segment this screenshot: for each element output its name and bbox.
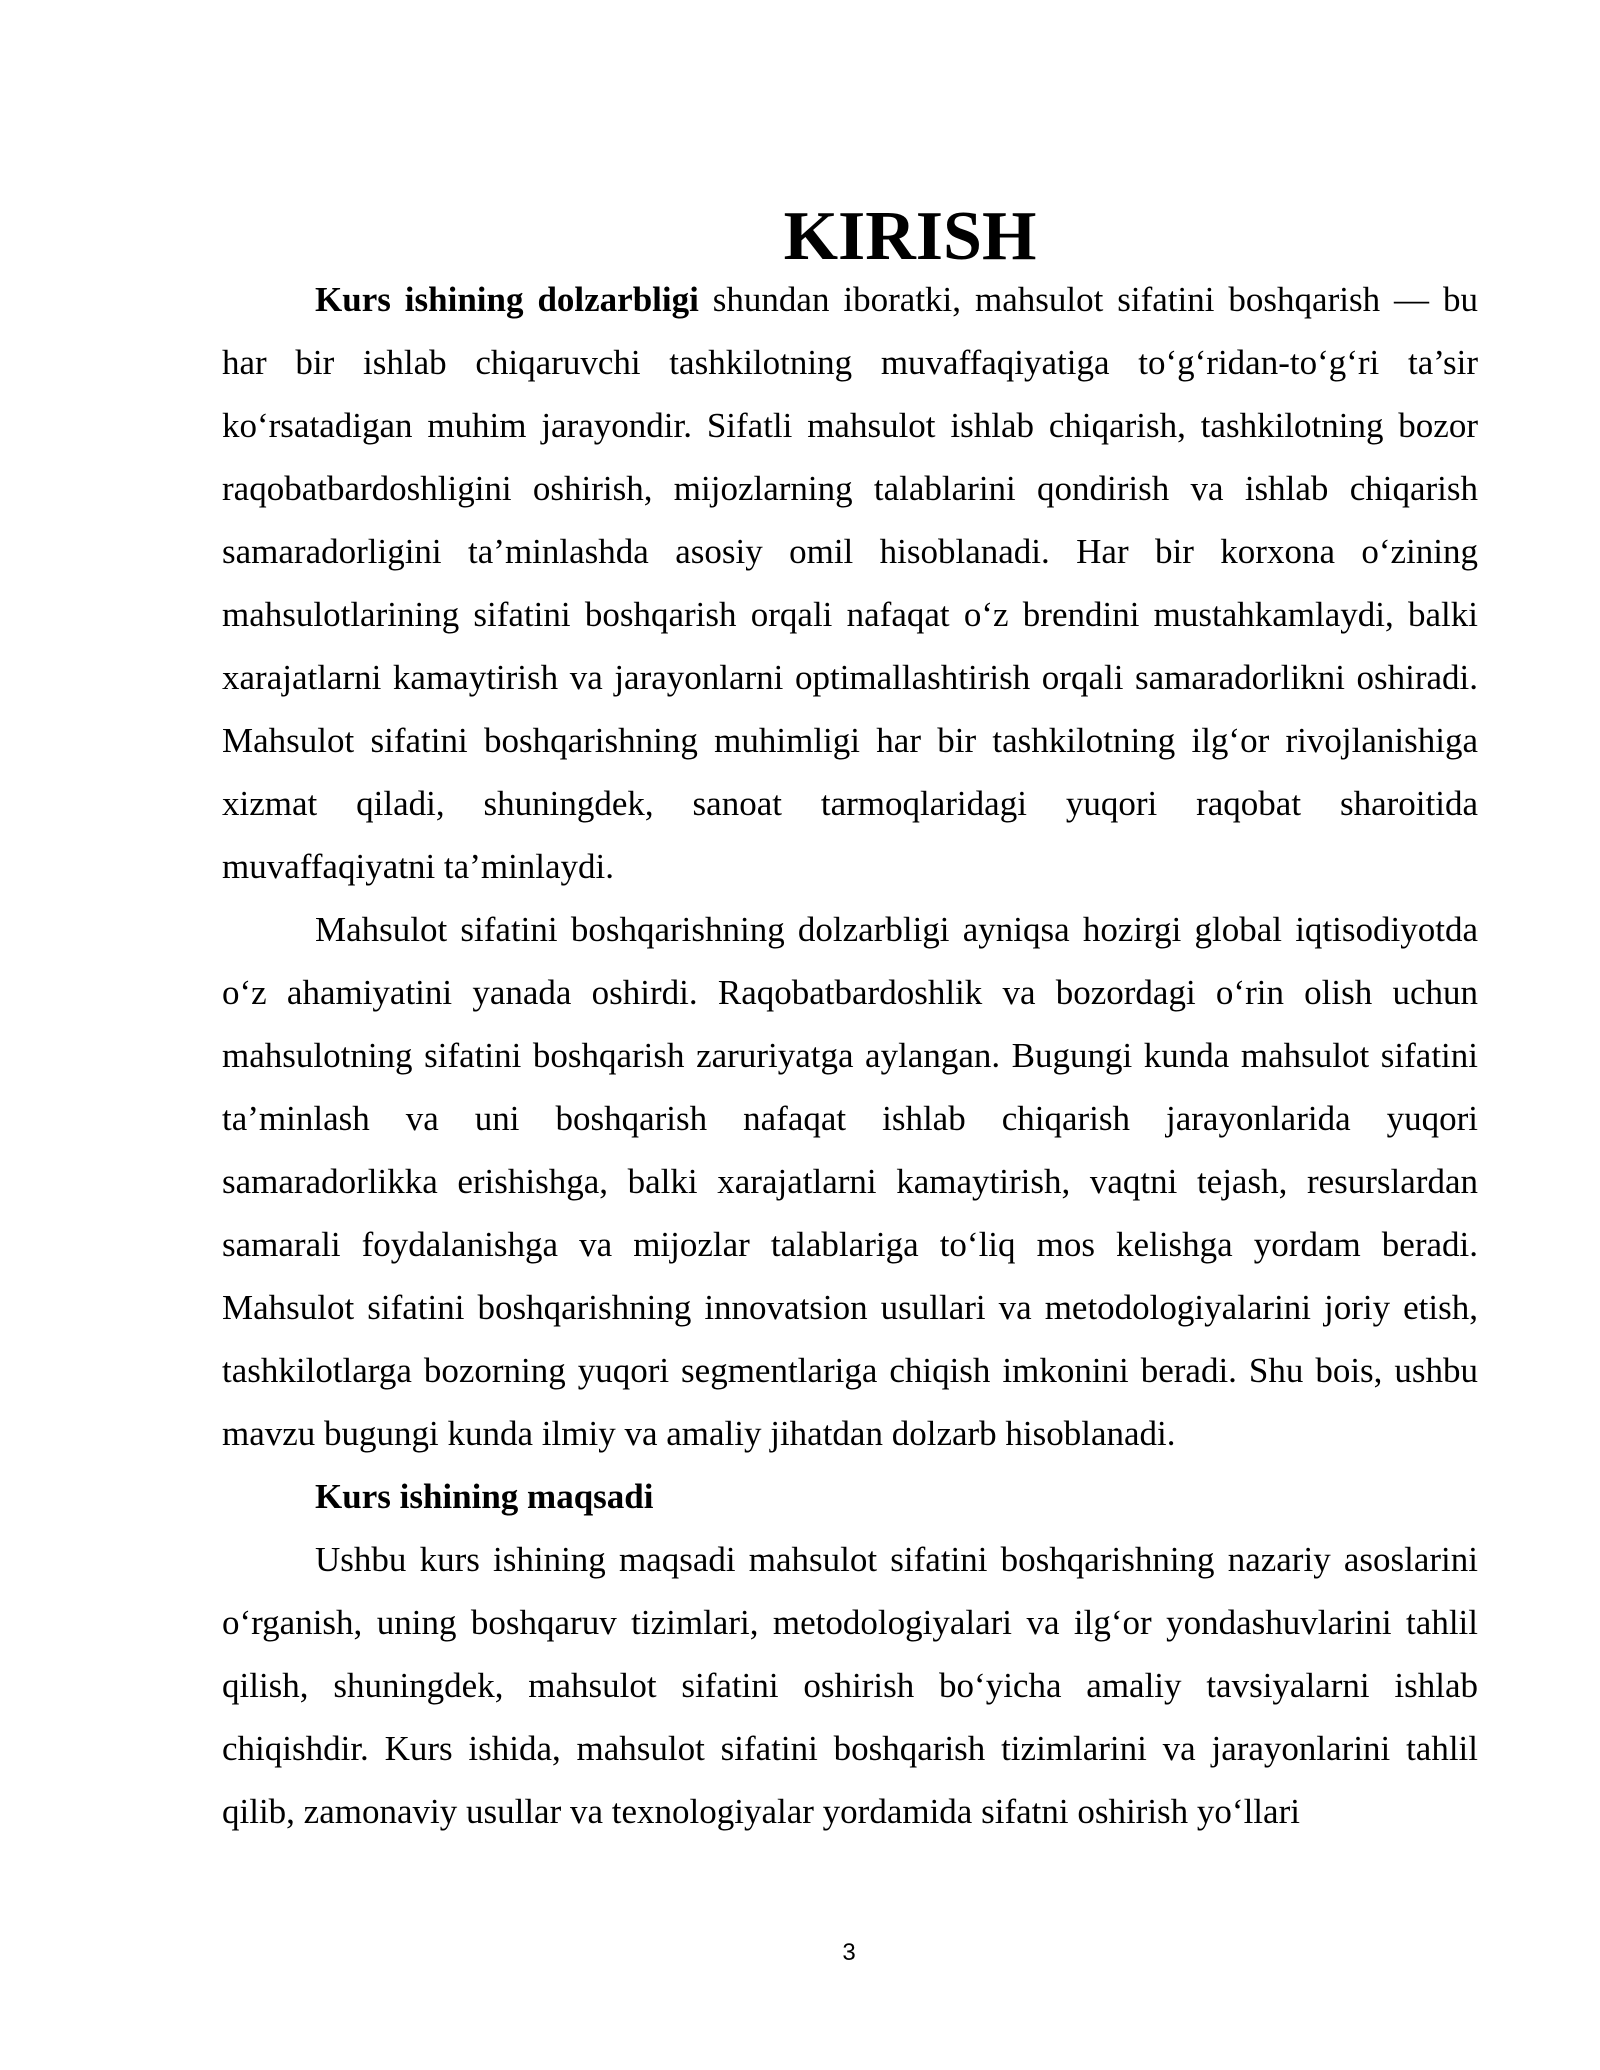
page-content [222, 198, 1478, 1843]
subheading-goal: Kurs ishining maqsadi [315, 1477, 654, 1516]
page-number: 3 [842, 1939, 856, 1966]
relevance-lead: Kurs ishining dolzarbligi [315, 280, 699, 319]
relevance-text: shundan iboratki, mahsulot sifatini boshqarish — bu har bir ishlab chiqaruvchi tashkilotning muvaffaqiyatiga to‘g‘ridan-to‘g‘ri ta’sir ko‘rsatadigan muhim jarayondir. Sifatli mahsulot ishlab chiqarish, tashkilotning bozor raqobatbardoshligini oshirish, mijozlarning talablarini qondirish va ishlab chiqarish samaradorligini ta’minlashda asosiy omil hisoblanadi. Har bir korxona o‘zining mahsulotlarining sifatini boshqarish orqali nafaqat o‘z brendini mustahkamlaydi, balki xarajatlarni kamaytirish va jarayonlarni optimallashtirish orqali samaradorlikni oshiradi. Mahsulot sifatini boshqarishning muhimligi har bir tashkilotning ilg‘or rivojlanishiga xizmat qiladi, shuningdek, sanoat tarmoqlaridagi yuqori raqobat sharoitida muvaffaqiyatni ta’minlaydi. [222, 280, 1478, 886]
paragraph-goal: Ushbu kurs ishining maqsadi mahsulot sifatini boshqarishning nazariy asoslarini o‘rganish, uning boshqaruv tizimlari, metodologiyalari va ilg‘or yondashuvlarini tahlil qilish, shuningdek, mahsulot sifatini oshirish bo‘yicha amaliy tavsiyalarni ishlab chiqishdir. Kurs ishida, mahsulot sifatini boshqarish tizimlarini va jarayonlarini tahlil qilib, zamonaviy usullar va texnologiyalar yordamida sifatni oshirish yo‘llari [222, 1540, 1478, 1831]
paragraph-global-relevance: Mahsulot sifatini boshqarishning dolzarbligi ayniqsa hozirgi global iqtisodiyotda o‘z ahamiyatini yanada oshirdi. Raqobatbardoshlik va bozordagi o‘rin olish uchun mahsulotning sifatini boshqarish zaruriyatga aylangan. Bugungi kunda mahsulot sifatini ta’minlash va uni boshqarish nafaqat ishlab chiqarish jarayonlarida yuqori samaradorlikka erishishga, balki xarajatlarni kamaytirish, vaqtni tejash, resurslardan samarali foydalanishga va mijozlar talablariga to‘liq mos kelishga yordam beradi. Mahsulot sifatini boshqarishning innovatsion usullari va metodologiyalarini joriy etish, tashkilotlarga bozorning yuqori segmentlariga chiqish imkonini beradi. Shu bois, ushbu mavzu bugungi kunda ilmiy va amaliy jihatdan dolzarb hisoblanadi. [222, 910, 1478, 1453]
section-heading: KIRISH [783, 198, 1037, 275]
paragraph-relevance [222, 268, 1478, 898]
